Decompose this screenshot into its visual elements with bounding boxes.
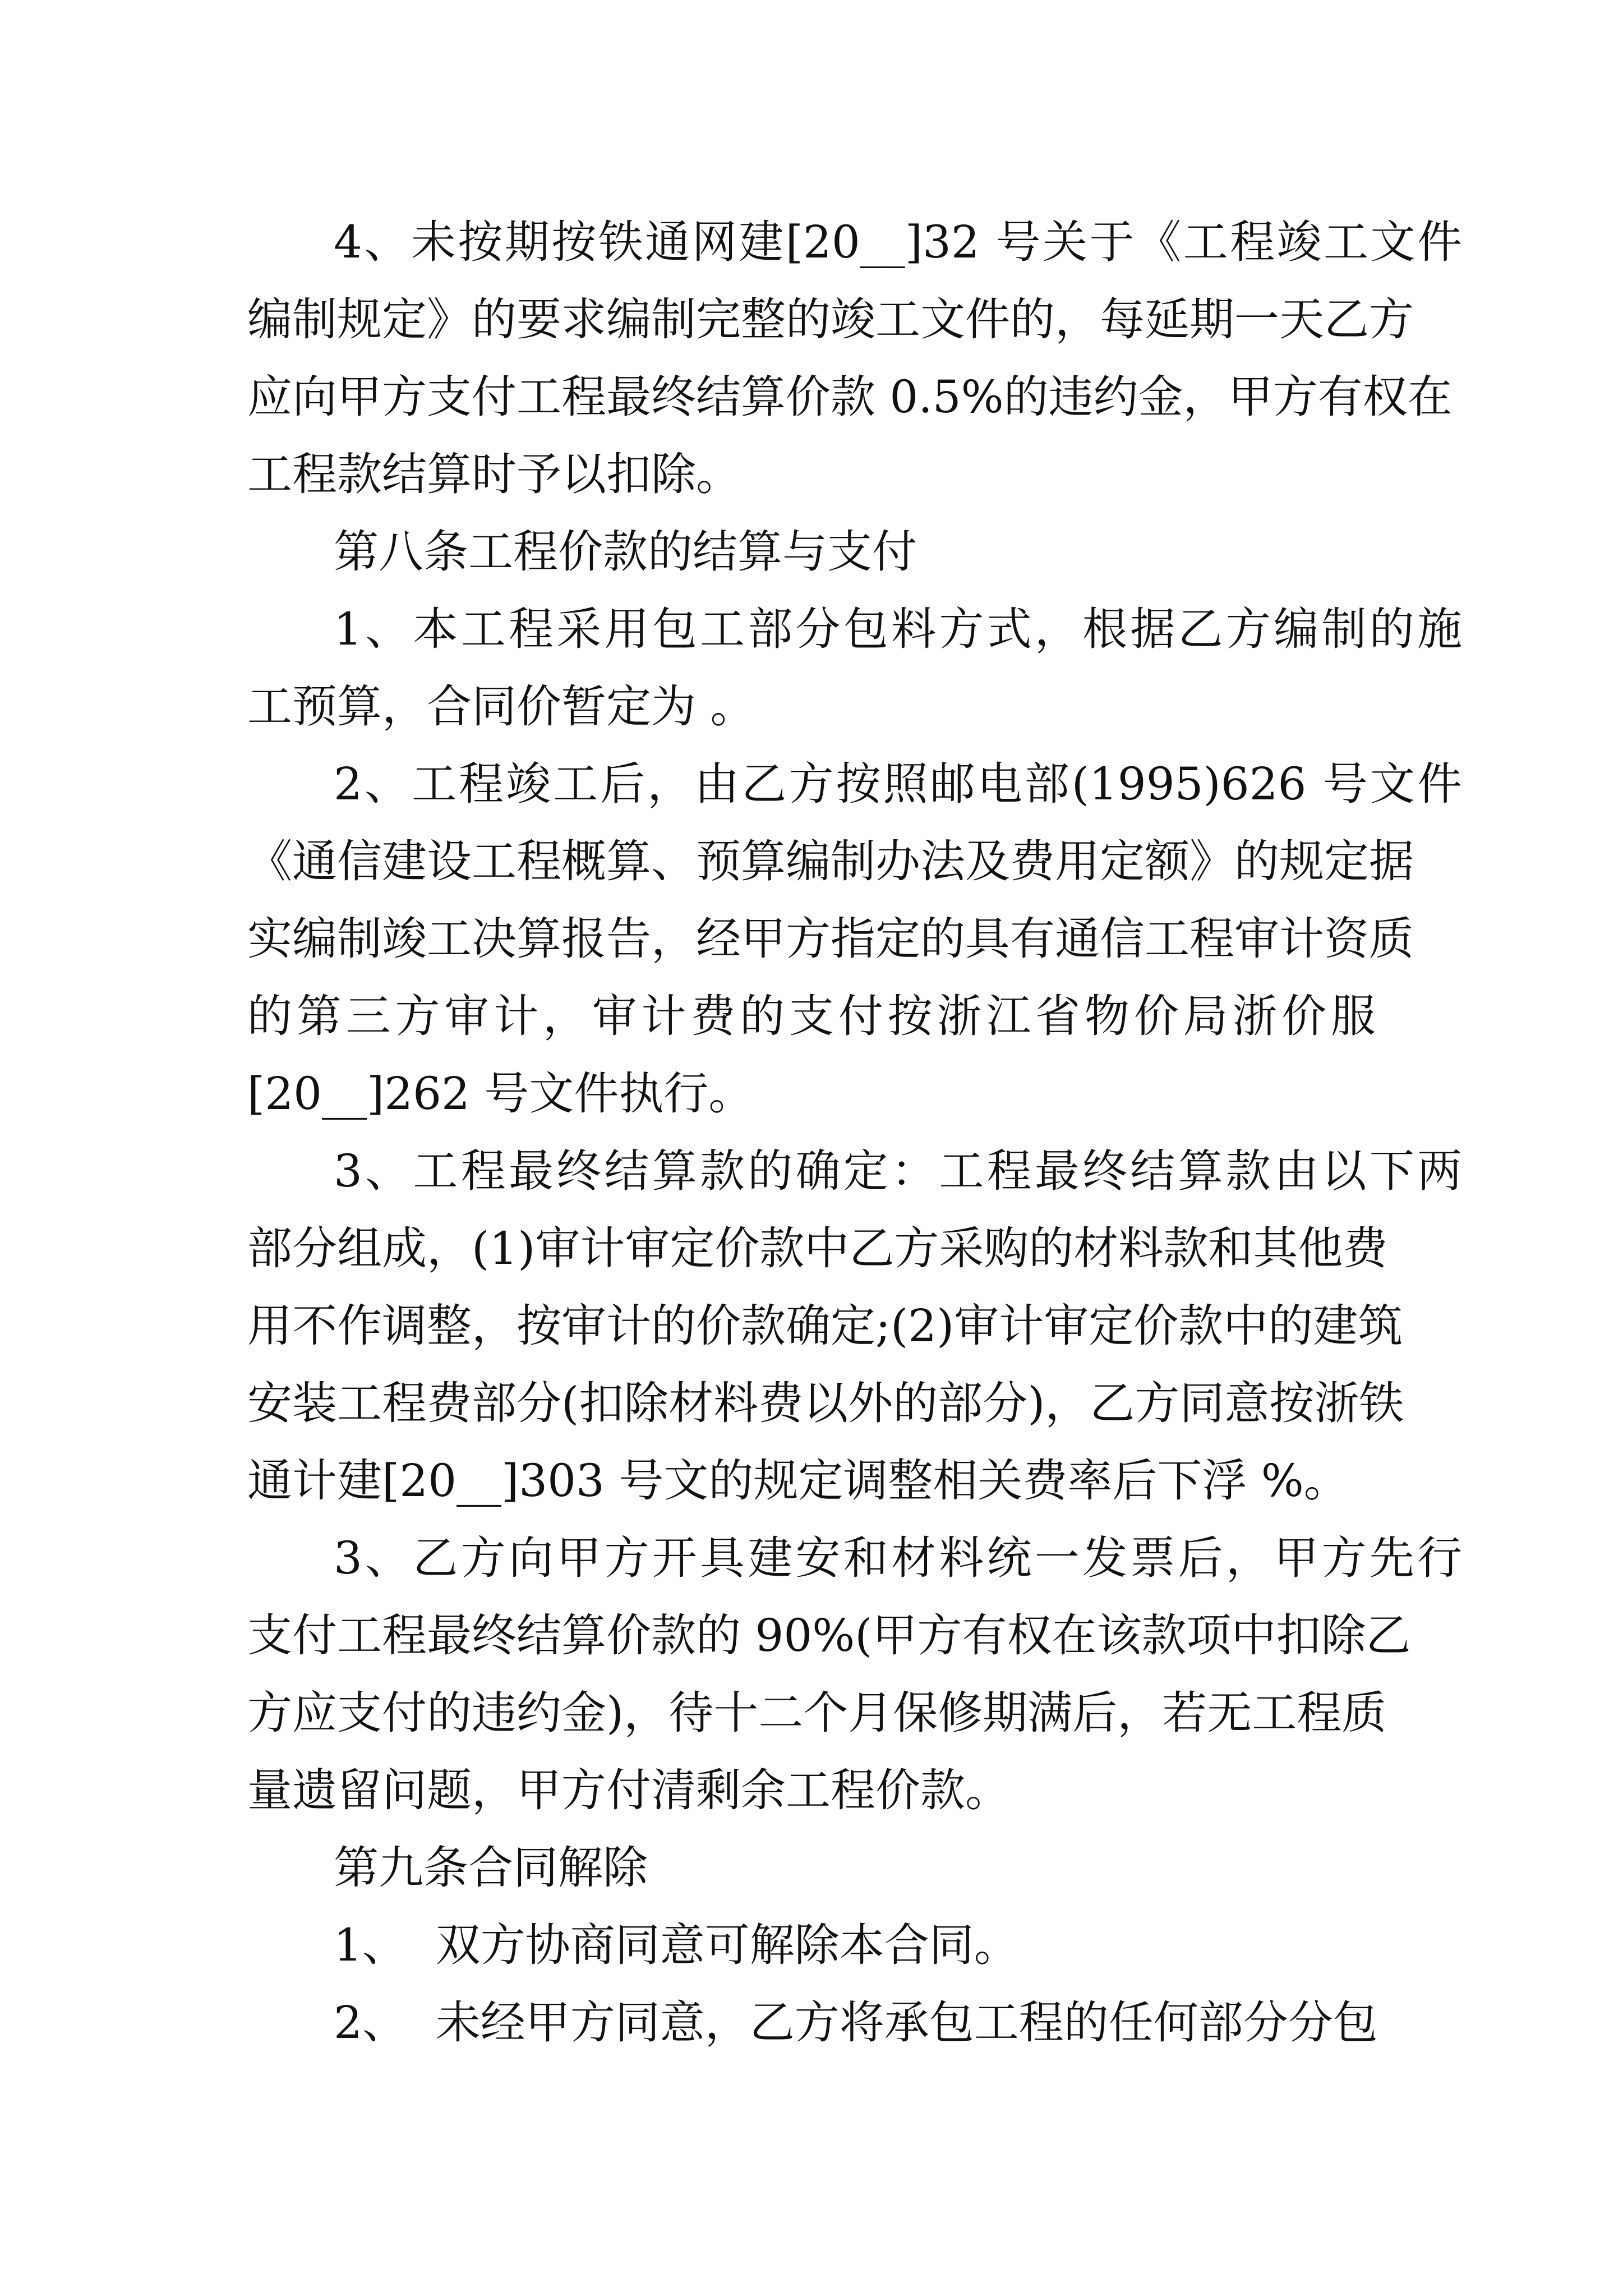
section-heading: 第九条合同解除	[334, 1842, 648, 1894]
text-line: 工程款结算时予以扣除。	[247, 448, 741, 500]
text-line: 实编制竣工决算报告，经甲方指定的具有通信工程审计资质	[247, 913, 1414, 965]
text-line: 安装工程费部分(扣除材料费以外的部分)，乙方同意按浙铁	[247, 1377, 1404, 1429]
text-line: 通计建[20__]303 号文的规定调整相关费率后下浮 %。	[247, 1455, 1349, 1507]
text-line: 量遗留问题，甲方付清剩余工程价款。	[247, 1764, 1010, 1816]
text-line: 1、 双方协商同意可解除本合同。	[334, 1919, 1019, 1971]
text-line: 3、乙方向甲方开具建安和材料统一发票后，甲方先行	[334, 1532, 1462, 1584]
text-line: 支付工程最终结算价款的 90%(甲方有权在该款项中扣除乙	[247, 1609, 1411, 1662]
text-line: [20__]262 号文件执行。	[247, 1068, 754, 1120]
text-line: 2、工程竣工后，由乙方按照邮电部(1995)626 号文件	[334, 758, 1462, 810]
text-line: 工预算，合同价暂定为 。	[247, 680, 755, 733]
text-line: 的第三方审计，审计费的支付按浙江省物价局浙价服	[247, 990, 1376, 1042]
text-line: 1、本工程采用包工部分包料方式，根据乙方编制的施	[334, 603, 1462, 655]
text-line: 方应支付的违约金)，待十二个月保修期满后，若无工程质	[247, 1687, 1387, 1739]
text-line: 部分组成，(1)审计审定价款中乙方采购的材料款和其他费	[247, 1222, 1388, 1274]
text-line: 用不作调整，按审计的价款确定;(2)审计审定价款中的建筑	[247, 1300, 1403, 1352]
text-line: 编制规定》的要求编制完整的竣工文件的，每延期一天乙方	[247, 293, 1414, 346]
text-line: 《通信建设工程概算、预算编制办法及费用定额》的规定据	[247, 835, 1414, 887]
text-line: 应向甲方支付工程最终结算价款 0.5%的违约金，甲方有权在	[247, 371, 1453, 423]
text-line: 3、工程最终结算款的确定：工程最终结算款由以下两	[334, 1145, 1462, 1197]
text-line: 2、 未经甲方同意，乙方将承包工程的任何部分分包	[334, 1996, 1378, 2049]
text-line: 4、未按期按铁通网建[20__]32 号关于《工程竣工文件	[334, 216, 1462, 268]
section-heading: 第八条工程价款的结算与支付	[334, 526, 917, 578]
